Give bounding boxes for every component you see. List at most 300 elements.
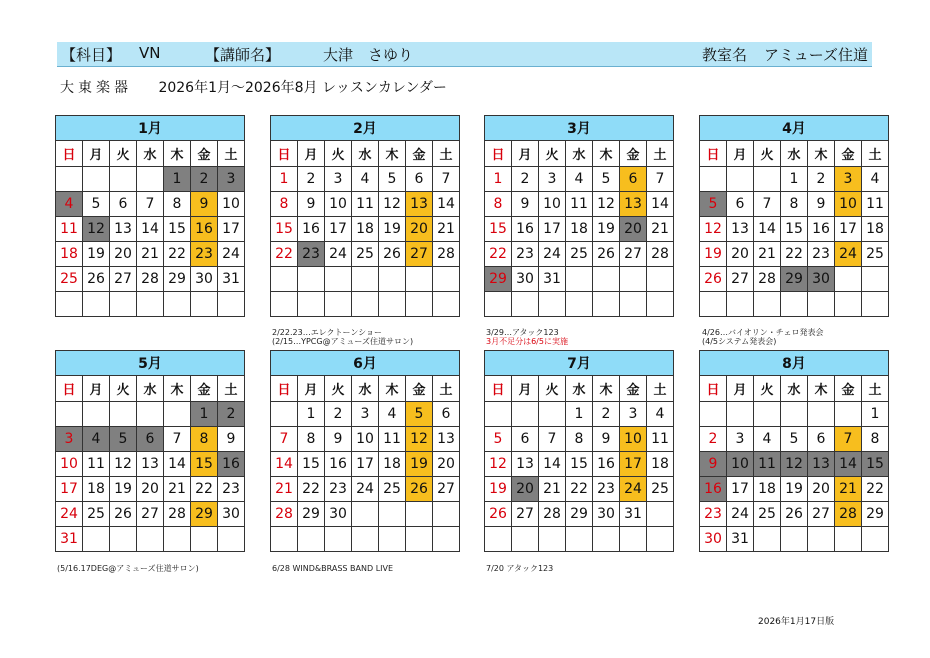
week-row bbox=[56, 477, 245, 502]
day-cell: 22 bbox=[566, 477, 593, 502]
day-cell: 16 bbox=[700, 477, 727, 502]
day-cell: 30 bbox=[218, 502, 245, 527]
month-table bbox=[484, 115, 674, 317]
day-cell: 4 bbox=[566, 167, 593, 192]
month-title: 4月 bbox=[700, 116, 889, 141]
week-row bbox=[700, 242, 889, 267]
month-calendar bbox=[484, 350, 674, 552]
day-cell: 1 bbox=[271, 167, 298, 192]
empty-day-cell bbox=[406, 292, 433, 317]
day-cell: 12 bbox=[83, 217, 110, 242]
weekday-header: 木 bbox=[808, 141, 835, 167]
week-row bbox=[700, 167, 889, 192]
week-row bbox=[700, 402, 889, 427]
empty-day-cell bbox=[298, 267, 325, 292]
day-cell: 3 bbox=[325, 167, 352, 192]
day-cell: 12 bbox=[485, 452, 512, 477]
day-cell: 31 bbox=[620, 502, 647, 527]
day-cell: 19 bbox=[406, 452, 433, 477]
day-cell: 13 bbox=[137, 452, 164, 477]
empty-day-cell bbox=[512, 402, 539, 427]
subject-value: VN bbox=[139, 44, 161, 62]
note-mar-line2: 3月不足分は6/5に実施 bbox=[486, 337, 568, 346]
day-cell: 17 bbox=[218, 217, 245, 242]
day-cell: 21 bbox=[539, 477, 566, 502]
day-cell: 16 bbox=[298, 217, 325, 242]
day-cell: 8 bbox=[298, 427, 325, 452]
day-cell: 3 bbox=[352, 402, 379, 427]
weekday-header: 木 bbox=[808, 376, 835, 402]
month-table bbox=[699, 350, 889, 552]
day-cell: 6 bbox=[727, 192, 754, 217]
month-table bbox=[55, 115, 245, 317]
day-cell: 13 bbox=[512, 452, 539, 477]
weekday-header: 火 bbox=[539, 376, 566, 402]
weekday-header: 火 bbox=[325, 141, 352, 167]
empty-day-cell bbox=[137, 527, 164, 552]
empty-day-cell bbox=[110, 292, 137, 317]
empty-day-cell bbox=[835, 292, 862, 317]
week-row bbox=[700, 267, 889, 292]
day-cell: 7 bbox=[835, 427, 862, 452]
week-row bbox=[700, 527, 889, 552]
day-cell: 15 bbox=[164, 217, 191, 242]
day-cell: 28 bbox=[754, 267, 781, 292]
day-cell: 4 bbox=[647, 402, 674, 427]
day-cell: 25 bbox=[56, 267, 83, 292]
week-row bbox=[485, 527, 674, 552]
day-cell: 10 bbox=[620, 427, 647, 452]
day-cell: 1 bbox=[191, 402, 218, 427]
weekday-header: 日 bbox=[700, 141, 727, 167]
day-cell: 21 bbox=[433, 217, 460, 242]
empty-day-cell bbox=[647, 292, 674, 317]
day-cell: 23 bbox=[512, 242, 539, 267]
day-cell: 10 bbox=[218, 192, 245, 217]
empty-day-cell bbox=[862, 527, 889, 552]
empty-day-cell bbox=[137, 402, 164, 427]
empty-day-cell bbox=[620, 292, 647, 317]
weekday-header: 月 bbox=[298, 376, 325, 402]
empty-day-cell bbox=[406, 267, 433, 292]
month-table bbox=[699, 115, 889, 317]
empty-day-cell bbox=[620, 527, 647, 552]
month-table bbox=[55, 350, 245, 552]
day-cell: 1 bbox=[862, 402, 889, 427]
day-cell: 18 bbox=[862, 217, 889, 242]
weekday-header: 日 bbox=[700, 376, 727, 402]
month-calendar bbox=[699, 350, 889, 552]
empty-day-cell bbox=[406, 527, 433, 552]
day-cell: 31 bbox=[56, 527, 83, 552]
week-row bbox=[271, 477, 460, 502]
empty-day-cell bbox=[164, 527, 191, 552]
weekday-header: 月 bbox=[83, 141, 110, 167]
day-cell: 7 bbox=[647, 167, 674, 192]
day-cell: 22 bbox=[862, 477, 889, 502]
empty-day-cell bbox=[164, 402, 191, 427]
weekday-header: 土 bbox=[862, 376, 889, 402]
empty-day-cell bbox=[433, 502, 460, 527]
day-cell: 3 bbox=[620, 402, 647, 427]
classroom-name: アミューズ住道 bbox=[764, 46, 868, 64]
day-cell: 30 bbox=[325, 502, 352, 527]
edition-date: 2026年1月17日版 bbox=[758, 617, 835, 627]
week-row bbox=[700, 217, 889, 242]
empty-day-cell bbox=[512, 292, 539, 317]
day-cell: 20 bbox=[808, 477, 835, 502]
day-cell: 18 bbox=[83, 477, 110, 502]
weekday-header: 土 bbox=[647, 141, 674, 167]
day-cell: 10 bbox=[727, 452, 754, 477]
week-row bbox=[56, 217, 245, 242]
day-cell: 14 bbox=[137, 217, 164, 242]
weekday-header: 木 bbox=[593, 141, 620, 167]
day-cell: 14 bbox=[754, 217, 781, 242]
day-cell: 27 bbox=[433, 477, 460, 502]
day-cell: 8 bbox=[271, 192, 298, 217]
day-cell: 8 bbox=[862, 427, 889, 452]
week-row bbox=[56, 502, 245, 527]
day-cell: 25 bbox=[379, 477, 406, 502]
day-cell: 6 bbox=[808, 427, 835, 452]
day-cell: 5 bbox=[406, 402, 433, 427]
empty-day-cell bbox=[754, 292, 781, 317]
day-cell: 22 bbox=[164, 242, 191, 267]
weekday-header: 金 bbox=[835, 376, 862, 402]
empty-day-cell bbox=[566, 267, 593, 292]
day-cell: 13 bbox=[808, 452, 835, 477]
weekday-header: 月 bbox=[298, 141, 325, 167]
day-cell: 2 bbox=[298, 167, 325, 192]
empty-day-cell bbox=[352, 292, 379, 317]
day-cell: 25 bbox=[754, 502, 781, 527]
day-cell: 19 bbox=[700, 242, 727, 267]
day-cell: 19 bbox=[781, 477, 808, 502]
day-cell: 9 bbox=[325, 427, 352, 452]
week-row bbox=[271, 292, 460, 317]
week-row bbox=[56, 242, 245, 267]
day-cell: 4 bbox=[754, 427, 781, 452]
day-cell: 24 bbox=[620, 477, 647, 502]
day-cell: 5 bbox=[700, 192, 727, 217]
week-row bbox=[271, 402, 460, 427]
note-feb-line1: 2/22.23…エレクトーンショー bbox=[272, 328, 383, 337]
weekday-header: 水 bbox=[566, 141, 593, 167]
weekday-header: 金 bbox=[835, 141, 862, 167]
day-cell: 14 bbox=[539, 452, 566, 477]
day-cell: 15 bbox=[485, 217, 512, 242]
week-row bbox=[485, 267, 674, 292]
day-cell: 12 bbox=[406, 427, 433, 452]
day-cell: 21 bbox=[271, 477, 298, 502]
subject-label: 【科目】 bbox=[61, 46, 122, 64]
day-cell: 20 bbox=[620, 217, 647, 242]
day-cell: 16 bbox=[512, 217, 539, 242]
day-cell: 9 bbox=[218, 427, 245, 452]
note-jul bbox=[486, 564, 553, 573]
day-cell: 5 bbox=[781, 427, 808, 452]
day-cell: 24 bbox=[727, 502, 754, 527]
empty-day-cell bbox=[727, 402, 754, 427]
day-cell: 15 bbox=[298, 452, 325, 477]
day-cell: 29 bbox=[566, 502, 593, 527]
day-cell: 19 bbox=[83, 242, 110, 267]
day-cell: 5 bbox=[379, 167, 406, 192]
day-cell: 4 bbox=[83, 427, 110, 452]
weekday-header: 土 bbox=[433, 376, 460, 402]
teacher-name: 大津 さゆり bbox=[323, 46, 414, 64]
empty-day-cell bbox=[700, 292, 727, 317]
day-cell: 22 bbox=[271, 242, 298, 267]
day-cell: 18 bbox=[379, 452, 406, 477]
empty-day-cell bbox=[781, 402, 808, 427]
day-cell: 26 bbox=[593, 242, 620, 267]
empty-day-cell bbox=[781, 292, 808, 317]
empty-day-cell bbox=[433, 267, 460, 292]
week-row bbox=[700, 477, 889, 502]
weekday-header: 水 bbox=[352, 376, 379, 402]
day-cell: 17 bbox=[325, 217, 352, 242]
month-calendar bbox=[55, 350, 245, 552]
empty-day-cell bbox=[566, 527, 593, 552]
day-cell: 25 bbox=[352, 242, 379, 267]
note-apr-line1: 4/26…バイオリン・チェロ発表会 bbox=[702, 328, 824, 337]
day-cell: 29 bbox=[191, 502, 218, 527]
weekday-header: 木 bbox=[379, 376, 406, 402]
empty-day-cell bbox=[808, 402, 835, 427]
empty-day-cell bbox=[164, 292, 191, 317]
day-cell: 6 bbox=[433, 402, 460, 427]
day-cell: 2 bbox=[218, 402, 245, 427]
day-cell: 12 bbox=[379, 192, 406, 217]
day-cell: 30 bbox=[512, 267, 539, 292]
day-cell: 31 bbox=[218, 267, 245, 292]
day-cell: 14 bbox=[835, 452, 862, 477]
day-cell: 9 bbox=[593, 427, 620, 452]
empty-day-cell bbox=[566, 292, 593, 317]
day-cell: 11 bbox=[647, 427, 674, 452]
empty-day-cell bbox=[781, 527, 808, 552]
day-cell: 27 bbox=[110, 267, 137, 292]
week-row bbox=[700, 452, 889, 477]
calendar-title: 2026年1月～2026年8月 レッスンカレンダー bbox=[158, 80, 447, 96]
day-cell: 20 bbox=[406, 217, 433, 242]
day-cell: 2 bbox=[808, 167, 835, 192]
day-cell: 23 bbox=[325, 477, 352, 502]
day-cell: 14 bbox=[647, 192, 674, 217]
day-cell: 17 bbox=[56, 477, 83, 502]
empty-day-cell bbox=[485, 402, 512, 427]
empty-day-cell bbox=[83, 402, 110, 427]
day-cell: 24 bbox=[325, 242, 352, 267]
week-row bbox=[56, 167, 245, 192]
weekday-header: 日 bbox=[485, 141, 512, 167]
day-cell: 29 bbox=[298, 502, 325, 527]
empty-day-cell bbox=[271, 292, 298, 317]
month-table bbox=[484, 350, 674, 552]
empty-day-cell bbox=[808, 292, 835, 317]
day-cell: 31 bbox=[727, 527, 754, 552]
day-cell: 23 bbox=[191, 242, 218, 267]
empty-day-cell bbox=[218, 292, 245, 317]
day-cell: 28 bbox=[539, 502, 566, 527]
weekday-header: 水 bbox=[781, 141, 808, 167]
day-cell: 22 bbox=[485, 242, 512, 267]
empty-day-cell bbox=[593, 527, 620, 552]
day-cell: 26 bbox=[379, 242, 406, 267]
empty-day-cell bbox=[325, 292, 352, 317]
empty-day-cell bbox=[593, 292, 620, 317]
day-cell: 16 bbox=[808, 217, 835, 242]
day-cell: 18 bbox=[754, 477, 781, 502]
month-table bbox=[270, 350, 460, 552]
weekday-header: 火 bbox=[110, 141, 137, 167]
empty-day-cell bbox=[835, 527, 862, 552]
day-cell: 3 bbox=[727, 427, 754, 452]
day-cell: 14 bbox=[164, 452, 191, 477]
note-jun-line1: 6/28 WIND&BRASS BAND LIVE bbox=[272, 564, 394, 573]
weekday-header: 金 bbox=[406, 376, 433, 402]
day-cell: 7 bbox=[271, 427, 298, 452]
day-cell: 22 bbox=[781, 242, 808, 267]
day-cell: 14 bbox=[433, 192, 460, 217]
week-row bbox=[56, 527, 245, 552]
weekday-header: 木 bbox=[379, 141, 406, 167]
day-cell: 26 bbox=[110, 502, 137, 527]
day-cell: 23 bbox=[593, 477, 620, 502]
day-cell: 15 bbox=[191, 452, 218, 477]
weekday-header: 土 bbox=[647, 376, 674, 402]
empty-day-cell bbox=[700, 167, 727, 192]
empty-day-cell bbox=[406, 502, 433, 527]
day-cell: 24 bbox=[352, 477, 379, 502]
header-bar bbox=[57, 42, 872, 67]
weekday-header: 土 bbox=[218, 141, 245, 167]
weekday-header: 木 bbox=[593, 376, 620, 402]
week-row bbox=[485, 427, 674, 452]
day-cell: 30 bbox=[191, 267, 218, 292]
weekday-header: 水 bbox=[566, 376, 593, 402]
day-cell: 16 bbox=[218, 452, 245, 477]
week-row bbox=[485, 502, 674, 527]
day-cell: 1 bbox=[164, 167, 191, 192]
day-cell: 11 bbox=[754, 452, 781, 477]
week-row bbox=[700, 292, 889, 317]
day-cell: 12 bbox=[110, 452, 137, 477]
weekday-header: 金 bbox=[620, 376, 647, 402]
empty-day-cell bbox=[56, 402, 83, 427]
day-cell: 16 bbox=[593, 452, 620, 477]
weekday-header: 木 bbox=[164, 141, 191, 167]
day-cell: 23 bbox=[808, 242, 835, 267]
day-cell: 9 bbox=[191, 192, 218, 217]
day-cell: 27 bbox=[512, 502, 539, 527]
day-cell: 17 bbox=[539, 217, 566, 242]
empty-day-cell bbox=[191, 292, 218, 317]
empty-day-cell bbox=[352, 527, 379, 552]
weekday-header: 土 bbox=[862, 141, 889, 167]
day-cell: 27 bbox=[620, 242, 647, 267]
empty-day-cell bbox=[835, 267, 862, 292]
week-row bbox=[56, 267, 245, 292]
weekday-header: 土 bbox=[218, 376, 245, 402]
week-row bbox=[485, 217, 674, 242]
day-cell: 9 bbox=[808, 192, 835, 217]
day-cell: 22 bbox=[191, 477, 218, 502]
classroom-label: 教室名 bbox=[702, 46, 748, 64]
weekday-header: 月 bbox=[83, 376, 110, 402]
day-cell: 6 bbox=[110, 192, 137, 217]
day-cell: 20 bbox=[433, 452, 460, 477]
day-cell: 28 bbox=[164, 502, 191, 527]
day-cell: 10 bbox=[325, 192, 352, 217]
month-calendar bbox=[270, 115, 460, 317]
month-title: 2月 bbox=[271, 116, 460, 141]
empty-day-cell bbox=[298, 527, 325, 552]
weekday-header: 日 bbox=[56, 376, 83, 402]
empty-day-cell bbox=[56, 167, 83, 192]
week-row bbox=[56, 427, 245, 452]
shop-name: 大東楽器 bbox=[60, 80, 132, 96]
day-cell: 28 bbox=[835, 502, 862, 527]
day-cell: 17 bbox=[620, 452, 647, 477]
day-cell: 13 bbox=[110, 217, 137, 242]
weekday-header: 水 bbox=[781, 376, 808, 402]
day-cell: 8 bbox=[164, 192, 191, 217]
day-cell: 7 bbox=[137, 192, 164, 217]
day-cell: 27 bbox=[727, 267, 754, 292]
week-row bbox=[56, 452, 245, 477]
week-row bbox=[56, 402, 245, 427]
day-cell: 26 bbox=[83, 267, 110, 292]
empty-day-cell bbox=[83, 167, 110, 192]
month-calendar bbox=[699, 115, 889, 317]
weekday-header: 水 bbox=[137, 141, 164, 167]
day-cell: 28 bbox=[271, 502, 298, 527]
empty-day-cell bbox=[218, 527, 245, 552]
empty-day-cell bbox=[379, 527, 406, 552]
week-row bbox=[485, 402, 674, 427]
day-cell: 2 bbox=[512, 167, 539, 192]
day-cell: 30 bbox=[593, 502, 620, 527]
empty-day-cell bbox=[754, 402, 781, 427]
day-cell: 8 bbox=[781, 192, 808, 217]
day-cell: 29 bbox=[781, 267, 808, 292]
day-cell: 19 bbox=[593, 217, 620, 242]
empty-day-cell bbox=[620, 267, 647, 292]
empty-day-cell bbox=[862, 267, 889, 292]
day-cell: 2 bbox=[700, 427, 727, 452]
week-row bbox=[271, 267, 460, 292]
day-cell: 27 bbox=[406, 242, 433, 267]
empty-day-cell bbox=[862, 292, 889, 317]
day-cell: 11 bbox=[83, 452, 110, 477]
day-cell: 31 bbox=[539, 267, 566, 292]
day-cell: 28 bbox=[647, 242, 674, 267]
day-cell: 3 bbox=[56, 427, 83, 452]
weekday-header: 木 bbox=[164, 376, 191, 402]
day-cell: 5 bbox=[110, 427, 137, 452]
day-cell: 1 bbox=[298, 402, 325, 427]
note-jun bbox=[272, 564, 393, 573]
note-mar bbox=[486, 328, 568, 346]
week-row bbox=[56, 192, 245, 217]
month-title: 6月 bbox=[271, 351, 460, 376]
month-calendar bbox=[270, 350, 460, 552]
empty-day-cell bbox=[298, 292, 325, 317]
day-cell: 10 bbox=[352, 427, 379, 452]
